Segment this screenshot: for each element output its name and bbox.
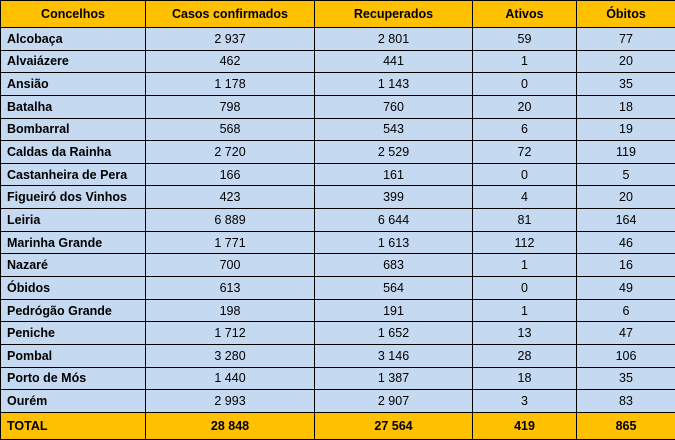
cell-recuperados: 1 143 (315, 73, 473, 96)
cell-obitos: 19 (577, 118, 675, 141)
cell-concelho: Castanheira de Pera (1, 163, 146, 186)
table-row (1, 254, 675, 277)
cell-recuperados: 564 (315, 277, 473, 300)
cell-total-confirmados: 28 848 (146, 413, 315, 440)
cell-obitos: 49 (577, 277, 675, 300)
cell-obitos: 20 (577, 50, 675, 73)
cell-concelho: Alcobaça (1, 28, 146, 51)
cell-ativos: 3 (473, 390, 577, 413)
column-header-obitos: Óbitos (577, 1, 675, 28)
cell-ativos: 0 (473, 277, 577, 300)
cell-recuperados: 191 (315, 299, 473, 322)
cell-confirmados: 462 (146, 50, 315, 73)
cell-total-ativos: 419 (473, 413, 577, 440)
cell-concelho: Bombarral (1, 118, 146, 141)
cell-ativos: 0 (473, 73, 577, 96)
cell-confirmados: 3 280 (146, 344, 315, 367)
cell-confirmados: 1 712 (146, 322, 315, 345)
cell-concelho: Batalha (1, 95, 146, 118)
table-row (1, 390, 675, 413)
cell-recuperados: 1 613 (315, 231, 473, 254)
column-header-concelhos: Concelhos (1, 1, 146, 28)
cell-obitos: 5 (577, 163, 675, 186)
cell-confirmados: 423 (146, 186, 315, 209)
cell-confirmados: 700 (146, 254, 315, 277)
cell-obitos: 20 (577, 186, 675, 209)
table-row (1, 118, 675, 141)
cell-obitos: 164 (577, 209, 675, 232)
column-header-recuperados: Recuperados (315, 1, 473, 28)
column-header-casos-confirmados: Casos confirmados (146, 1, 315, 28)
cell-concelho: Ansião (1, 73, 146, 96)
cell-obitos: 77 (577, 28, 675, 51)
cell-confirmados: 1 771 (146, 231, 315, 254)
cell-ativos: 18 (473, 367, 577, 390)
cell-concelho: Porto de Mós (1, 367, 146, 390)
cell-concelho: Peniche (1, 322, 146, 345)
cell-concelho: Caldas da Rainha (1, 141, 146, 164)
table-row (1, 344, 675, 367)
cell-confirmados: 2 937 (146, 28, 315, 51)
cell-recuperados: 1 652 (315, 322, 473, 345)
cell-obitos: 18 (577, 95, 675, 118)
table-row (1, 28, 675, 51)
cell-recuperados: 683 (315, 254, 473, 277)
cell-ativos: 4 (473, 186, 577, 209)
cell-recuperados: 1 387 (315, 367, 473, 390)
cell-confirmados: 613 (146, 277, 315, 300)
table-body (1, 28, 675, 413)
cell-total-recuperados: 27 564 (315, 413, 473, 440)
table-row (1, 50, 675, 73)
cell-concelho: Marinha Grande (1, 231, 146, 254)
table-row (1, 163, 675, 186)
cell-ativos: 1 (473, 254, 577, 277)
table-row (1, 186, 675, 209)
cell-recuperados: 3 146 (315, 344, 473, 367)
table-row (1, 209, 675, 232)
cell-concelho: Figueiró dos Vinhos (1, 186, 146, 209)
cell-ativos: 112 (473, 231, 577, 254)
cell-confirmados: 798 (146, 95, 315, 118)
cell-confirmados: 2 720 (146, 141, 315, 164)
table-row (1, 95, 675, 118)
cell-confirmados: 1 178 (146, 73, 315, 96)
table-row (1, 141, 675, 164)
cell-obitos: 16 (577, 254, 675, 277)
cell-recuperados: 441 (315, 50, 473, 73)
cell-confirmados: 1 440 (146, 367, 315, 390)
cell-ativos: 1 (473, 299, 577, 322)
cell-recuperados: 399 (315, 186, 473, 209)
cell-obitos: 6 (577, 299, 675, 322)
table-row (1, 299, 675, 322)
table-footer (1, 413, 675, 440)
cell-total-label: TOTAL (1, 413, 146, 440)
cell-concelho: Nazaré (1, 254, 146, 277)
cell-recuperados: 543 (315, 118, 473, 141)
cell-recuperados: 161 (315, 163, 473, 186)
cell-confirmados: 2 993 (146, 390, 315, 413)
cell-obitos: 46 (577, 231, 675, 254)
cell-recuperados: 2 529 (315, 141, 473, 164)
table-row (1, 277, 675, 300)
total-row (1, 413, 675, 440)
cell-concelho: Ourém (1, 390, 146, 413)
cell-obitos: 106 (577, 344, 675, 367)
cell-concelho: Pombal (1, 344, 146, 367)
table-row (1, 367, 675, 390)
table-header (1, 1, 675, 28)
cell-obitos: 119 (577, 141, 675, 164)
cell-ativos: 20 (473, 95, 577, 118)
cell-concelho: Pedrógão Grande (1, 299, 146, 322)
cell-confirmados: 198 (146, 299, 315, 322)
cell-ativos: 6 (473, 118, 577, 141)
cell-confirmados: 6 889 (146, 209, 315, 232)
cell-confirmados: 568 (146, 118, 315, 141)
cell-ativos: 59 (473, 28, 577, 51)
cell-recuperados: 2 907 (315, 390, 473, 413)
table-row (1, 231, 675, 254)
cell-concelho: Óbidos (1, 277, 146, 300)
cell-obitos: 35 (577, 73, 675, 96)
cell-obitos: 35 (577, 367, 675, 390)
table-row (1, 73, 675, 96)
table-row (1, 322, 675, 345)
cell-obitos: 47 (577, 322, 675, 345)
cell-concelho: Leiria (1, 209, 146, 232)
cell-ativos: 0 (473, 163, 577, 186)
table-header-row (1, 1, 675, 28)
cell-recuperados: 760 (315, 95, 473, 118)
cell-obitos: 83 (577, 390, 675, 413)
cell-recuperados: 6 644 (315, 209, 473, 232)
cell-ativos: 72 (473, 141, 577, 164)
cell-ativos: 81 (473, 209, 577, 232)
cell-confirmados: 166 (146, 163, 315, 186)
column-header-ativos: Ativos (473, 1, 577, 28)
cell-concelho: Alvaiázere (1, 50, 146, 73)
cell-ativos: 28 (473, 344, 577, 367)
cell-recuperados: 2 801 (315, 28, 473, 51)
cell-ativos: 13 (473, 322, 577, 345)
cell-ativos: 1 (473, 50, 577, 73)
cell-total-obitos: 865 (577, 413, 675, 440)
